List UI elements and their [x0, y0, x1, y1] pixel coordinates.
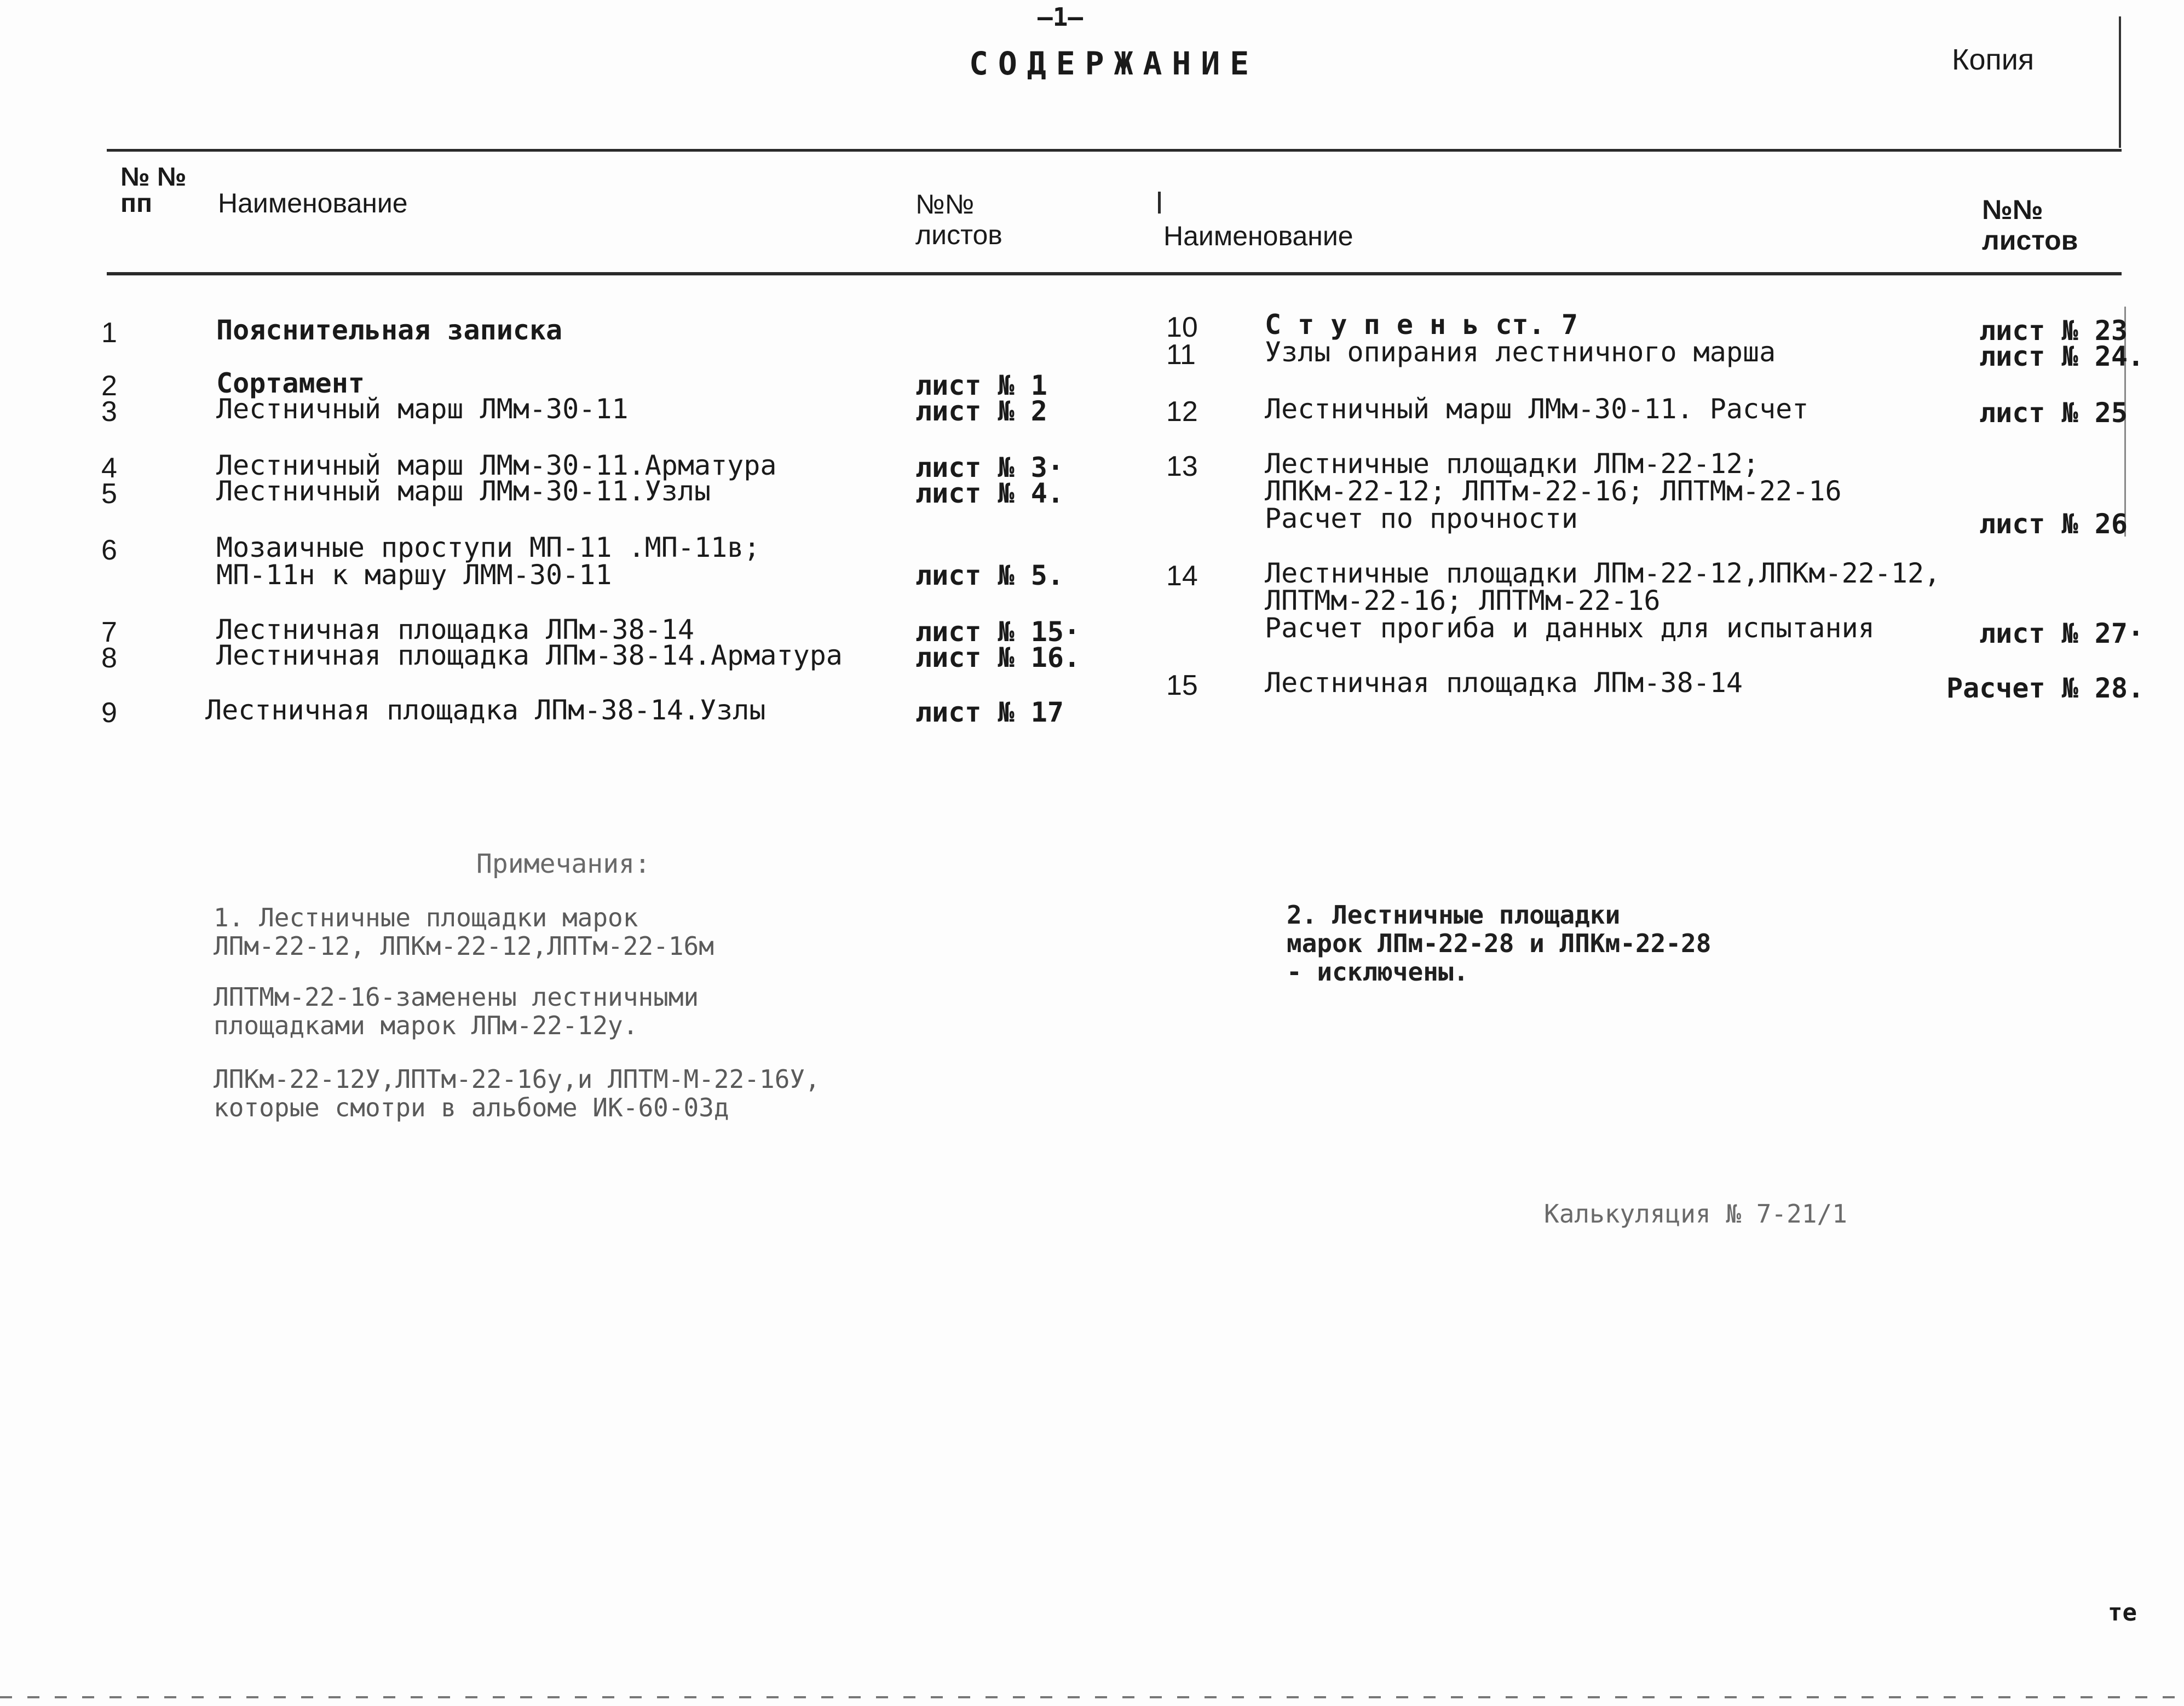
page-title: СОДЕРЖАНИЕ — [969, 45, 1259, 82]
row-name: Лестничная площадка ЛПм-38-14.Арматура — [216, 639, 843, 671]
calculation-reference: Калькуляция № 7-21/1 — [1544, 1199, 1847, 1229]
row-number: 2 — [101, 370, 117, 402]
row-name: Лестничный марш ЛМм-30-11.Узлы — [216, 475, 711, 507]
corner-mark: те — [2108, 1599, 2137, 1627]
row-sheet: лист № 24. — [1979, 341, 2145, 372]
row-sheet: лист № 4. — [915, 477, 1064, 509]
column-header-sheets-right: №№ листов — [1982, 194, 2078, 256]
row-number: 6 — [101, 534, 117, 566]
row-number: 8 — [101, 642, 117, 674]
row-number: 1 — [101, 317, 117, 349]
column-header-sheets-left: №№ листов — [915, 189, 1002, 250]
column-header-number: № № пп — [120, 163, 187, 218]
row-name: Лестничный марш ЛМм-30-11.Арматура — [216, 449, 777, 481]
notes-title: Примечания: — [476, 849, 650, 879]
row-number: 10 — [1166, 312, 1198, 343]
row-name: Сортамент — [216, 367, 365, 399]
right-edge-mark — [2119, 16, 2121, 148]
row-number: 11 — [1166, 339, 1196, 371]
row-name: Лестничный марш ЛМм-30-11 — [216, 393, 629, 425]
row-sheet: лист № 17 — [915, 696, 1064, 728]
row-number: 5 — [101, 478, 117, 510]
row-number: 7 — [101, 616, 117, 648]
row-number: 15 — [1166, 670, 1198, 701]
header-rule — [107, 272, 2122, 275]
note-1-part-b: ЛПТМм-22-16-заменены лестничными площадками марок ЛПм-22-12у. — [214, 982, 699, 1040]
row-sheet: лист № 23 — [1979, 315, 2128, 347]
note-2: 2. Лестничные площадки марок ЛПм-22-28 и ЛПКм-22-28 - исключены. — [1287, 900, 1712, 987]
column-header-name-right: Наименование — [1163, 221, 1353, 251]
row-name: Лестничный марш ЛМм-30-11. Расчет — [1265, 393, 1809, 425]
note-1-part-a: 1. Лестничные площадки марок ЛПм-22-12, ЛПКм-22-12,ЛПТм-22-16м — [214, 903, 714, 961]
page-number: –1– — [1038, 2, 1084, 32]
row-name: Лестничные площадки ЛПм-22-12,ЛПКм-22-12, ЛПТМм-22-16; ЛПТМм-22-16 Расчет прогиба и данных для испытания — [1265, 557, 1941, 644]
row-name: Лестничные площадки ЛПм-22-12; ЛПКм-22-12; ЛПТм-22-16; ЛПТМм-22-16 Расчет по прочности — [1265, 448, 1842, 534]
row-number: 4 — [101, 452, 117, 484]
top-rule — [107, 149, 2122, 152]
row-sheet: лист № 26 — [1979, 508, 2128, 540]
bottom-dashed-edge — [0, 1696, 2184, 1698]
column-divider-tick — [1158, 192, 1161, 214]
row-name: Пояснительная записка — [216, 314, 563, 346]
row-sheet: Расчет № 28. — [1946, 672, 2145, 704]
row-sheet: лист № 16. — [915, 642, 1081, 673]
row-sheet: лист № 25 — [1979, 397, 2128, 429]
row-sheet: лист № 27· — [1979, 618, 2145, 649]
row-number: 13 — [1166, 451, 1198, 482]
row-number: 9 — [101, 697, 117, 729]
row-sheet: лист № 3· — [915, 452, 1064, 483]
row-name: Лестничная площадка ЛПм-38-14.Узлы — [205, 694, 766, 726]
row-name: Мозаичные проступи МП-11 .МП-11в; МП-11н к маршу ЛММ-30-11 — [216, 532, 760, 591]
row-name: Лестничная площадка ЛПм-38-14 — [216, 614, 694, 645]
note-1-part-c: ЛПКм-22-12У,ЛПТм-22-16у,и ЛПТМ-М-22-16У, которые смотри в альбоме ИК-60-03д — [214, 1064, 820, 1122]
row-number: 3 — [101, 396, 117, 428]
row-sheet: лист № 5. — [915, 560, 1064, 591]
row-number: 14 — [1166, 560, 1198, 592]
copy-label: Копия — [1952, 43, 2035, 76]
row-sheet: лист № 15· — [915, 616, 1081, 648]
row-sheet: лист № 2 — [915, 395, 1047, 427]
row-sheet: лист № 1 — [915, 370, 1047, 401]
column-header-name-left: Наименование — [218, 188, 408, 218]
row-number: 12 — [1166, 396, 1198, 428]
row-name: Узлы опирания лестничного марша — [1265, 336, 1776, 368]
row-name: С т у п е н ь ст. 7 — [1265, 309, 1578, 341]
row-name: Лестничная площадка ЛПм-38-14 — [1265, 667, 1743, 699]
